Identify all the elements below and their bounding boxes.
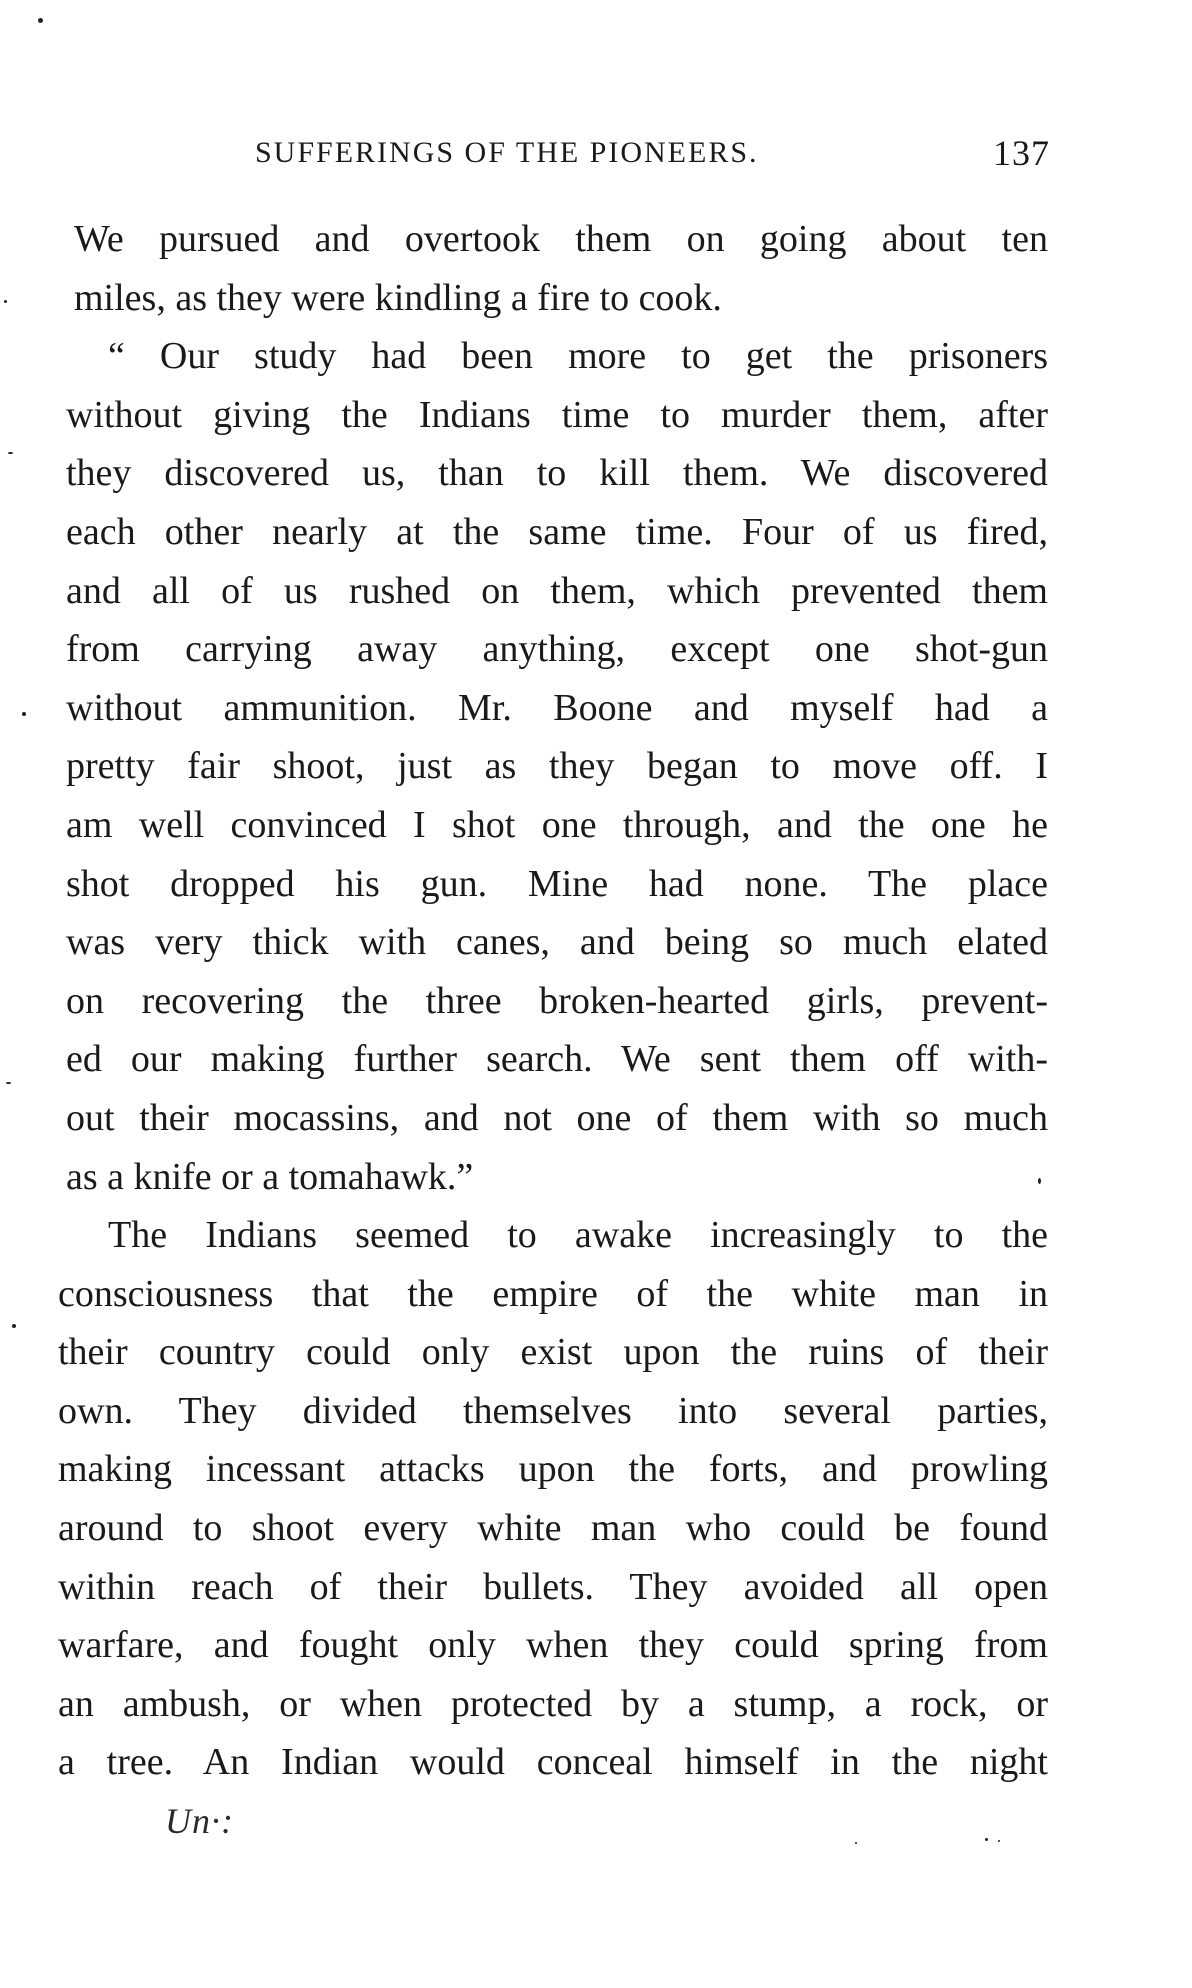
text-line: out their mocassins, and not one of them with so much [66, 1096, 1048, 1139]
running-head [255, 133, 1050, 176]
text-line: miles, as they were kindling a fire to cook. [74, 276, 722, 319]
scan-speck [998, 1840, 1000, 1842]
scan-speck [985, 1838, 988, 1841]
scan-speck [1038, 1178, 1041, 1184]
text-line: was very thick with canes, and being so much elated [66, 921, 1048, 964]
text-line: warfare, and fought only when they could spring from [58, 1624, 1048, 1667]
text-line: an ambush, or when protected by a stump, a rock, or [58, 1682, 1048, 1725]
text-line: within reach of their bullets. They avoided all open [58, 1565, 1048, 1608]
scan-speck [4, 300, 7, 303]
scan-speck [855, 1842, 857, 1844]
text-line: and all of us rushed on them, which prevented them [66, 569, 1048, 612]
paragraph [58, 1206, 1048, 1792]
text-line: We pursued and overtook them on going about ten [74, 218, 1048, 260]
text-line: pretty fair shoot, just as they began to move off. I [66, 745, 1048, 788]
text-line: around to shoot every white man who could be found [58, 1507, 1048, 1550]
text-line: ed our making further search. We sent them off with- [66, 1038, 1048, 1081]
scan-speck [6, 1082, 11, 1084]
scan-speck [12, 1324, 16, 1328]
text-line: without ammunition. Mr. Boone and myself had a [66, 686, 1048, 729]
page-number: 137 [993, 133, 1050, 173]
text-line: on recovering the three broken-hearted girls, prevent- [66, 979, 1048, 1022]
text-line: own. They divided themselves into several parties, [58, 1389, 1048, 1432]
text-line: making incessant attacks upon the forts, and prowling [58, 1448, 1048, 1491]
text-line: The Indians seemed to awake increasingly to the [108, 1214, 1048, 1257]
text-line: consciousness that the empire of the white man in [58, 1272, 1048, 1315]
footer-mark: Un·: [165, 1801, 234, 1841]
text-line: each other nearly at the same time. Four of us fired, [66, 510, 1048, 553]
text-line: they discovered us, than to kill them. We discovered [66, 452, 1048, 495]
text-line: “ Our study had been more to get the prisoners [108, 335, 1048, 378]
text-line: without giving the Indians time to murder them, after [66, 393, 1048, 436]
scan-speck [22, 712, 26, 716]
text-line: from carrying away anything, except one shot-gun [66, 628, 1048, 671]
running-title: SUFFERINGS OF THE PIONEERS. [255, 136, 759, 169]
paragraph [58, 210, 1048, 327]
scan-speck [8, 452, 13, 454]
text-line: their country could only exist upon the ruins of their [58, 1331, 1048, 1374]
paragraph [58, 327, 1048, 1206]
body-text [58, 210, 1048, 1792]
text-line: shot dropped his gun. Mine had none. The place [66, 862, 1048, 905]
text-line: as a knife or a tomahawk.” [66, 1155, 474, 1198]
text-line: a tree. An Indian would conceal himself in the night [58, 1741, 1048, 1784]
scan-speck [38, 18, 43, 23]
text-line: am well convinced I shot one through, and the one he [66, 803, 1048, 846]
